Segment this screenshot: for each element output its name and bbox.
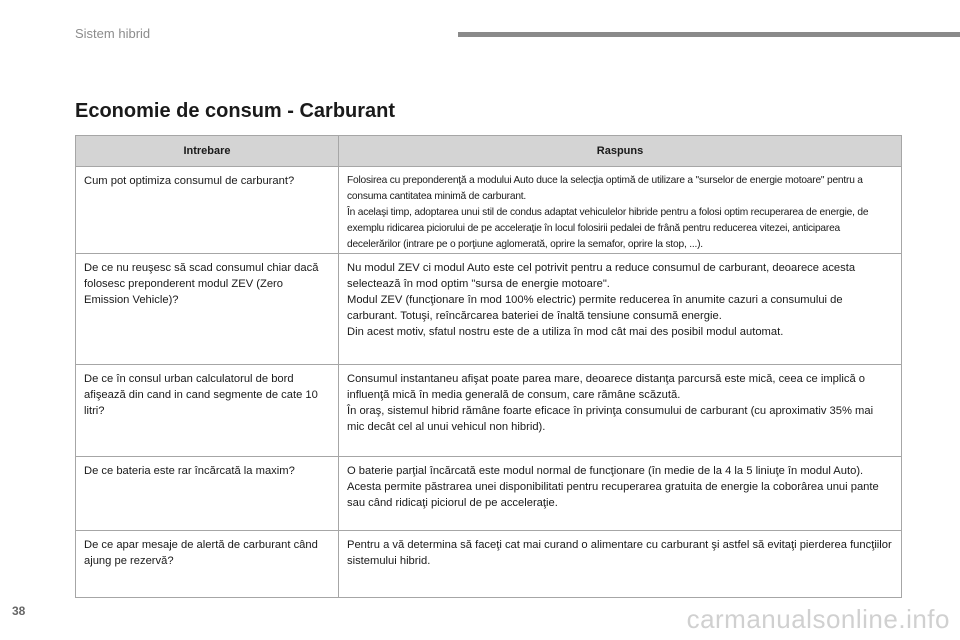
answer-paragraph: Pentru a vă determina să faceţi cat mai curand o alimentare cu carburant şi astfel să evitaţi pierderea funcţiilor sistemului hibrid. [347, 539, 892, 567]
question-cell: De ce nu reuşesc să scad consumul chiar dacă folosesc preponderent modul ZEV (Zero Emission Vehicle)? [76, 254, 339, 365]
column-header-question: Intrebare [76, 136, 339, 167]
answer-paragraph: În oraş, sistemul hibrid rămâne foarte eficace în privinţa consumului de carburant (cu aproximativ 35% mai mic decât cel al unui vehicul non hibrid). [347, 405, 874, 433]
answer-paragraph: Din acest motiv, sfatul nostru este de a utiliza în mod cât mai des posibil modul automat. [347, 326, 784, 338]
page-number: 38 [12, 604, 26, 618]
answer-paragraph: Nu modul ZEV ci modul Auto este cel potrivit pentru a reduce consumul de carburant, deoarece acesta selectează în mod optim "sursa de energie motoare". [347, 262, 856, 290]
column-header-answer: Raspuns [339, 136, 902, 167]
answer-paragraph: Consumul instantaneu afişat poate parea mare, deoarece distanţa parcursă este mică, ceea ce implică o influenţă mică în media generală de consum, care rămâne scăzută. [347, 373, 866, 401]
answer-paragraph: Acesta permite păstrarea unei disponibilitati pentru recuperarea gratuita de energie la coborârea unui pante sau când ridicaţi piciorul de pe acceleraţie. [347, 481, 879, 509]
question-cell: De ce în consul urban calculatorul de bord afişează din cand in cand segmente de cate 10 litri? [76, 365, 339, 457]
page-title: Economie de consum - Carburant [75, 100, 396, 122]
question-cell: Cum pot optimiza consumul de carburant? [76, 167, 339, 254]
watermark: carmanualsonline.info [686, 604, 950, 634]
table-row [76, 167, 902, 254]
question-cell: De ce bateria este rar încărcată la maxim? [76, 457, 339, 531]
section-label: Sistem hibrid [75, 26, 151, 41]
qa-table [75, 135, 902, 598]
answer-cell [339, 365, 902, 457]
answer-cell [339, 531, 902, 598]
answer-paragraph: Folosirea cu preponderenţă a modului Auto duce la selecţia optimă de utilizare a "surselor de energie motoare" pentru a consuma cantitatea minimă de carburant. [347, 175, 863, 202]
table-row [76, 365, 902, 457]
answer-cell [339, 457, 902, 531]
answer-paragraph: În acelaşi timp, adoptarea unui stil de condus adaptat vehiculelor hibride pentru a folosi optim recuperarea de energie, de exemplu ridicarea piciorului de pe acceleraţie în locul folosirii pedalei de frână pentru reducerea vitezei, anticiparea decelerărilor (intrare pe o porţiune aglomerată, oprire la semafor, oprire la stop, ...). [347, 207, 869, 250]
header-bar [458, 32, 960, 37]
table-row [76, 254, 902, 365]
answer-cell [339, 167, 902, 254]
answer-paragraph: O baterie parţial încărcată este modul normal de funcţionare (în medie de la 4 la 5 liniuţe în modul Auto). [347, 465, 864, 477]
table-row [76, 531, 902, 598]
table-header-row [76, 136, 902, 167]
question-cell: De ce apar mesaje de alertă de carburant când ajung pe rezervă? [76, 531, 339, 598]
answer-cell [339, 254, 902, 365]
table-row [76, 457, 902, 531]
answer-paragraph: Modul ZEV (funcţionare în mod 100% electric) permite reducerea în anumite cazuri a consumului de carburant. Totuşi, reîncărcarea bateriei de înaltă tensiune consumă energie. [347, 294, 843, 322]
